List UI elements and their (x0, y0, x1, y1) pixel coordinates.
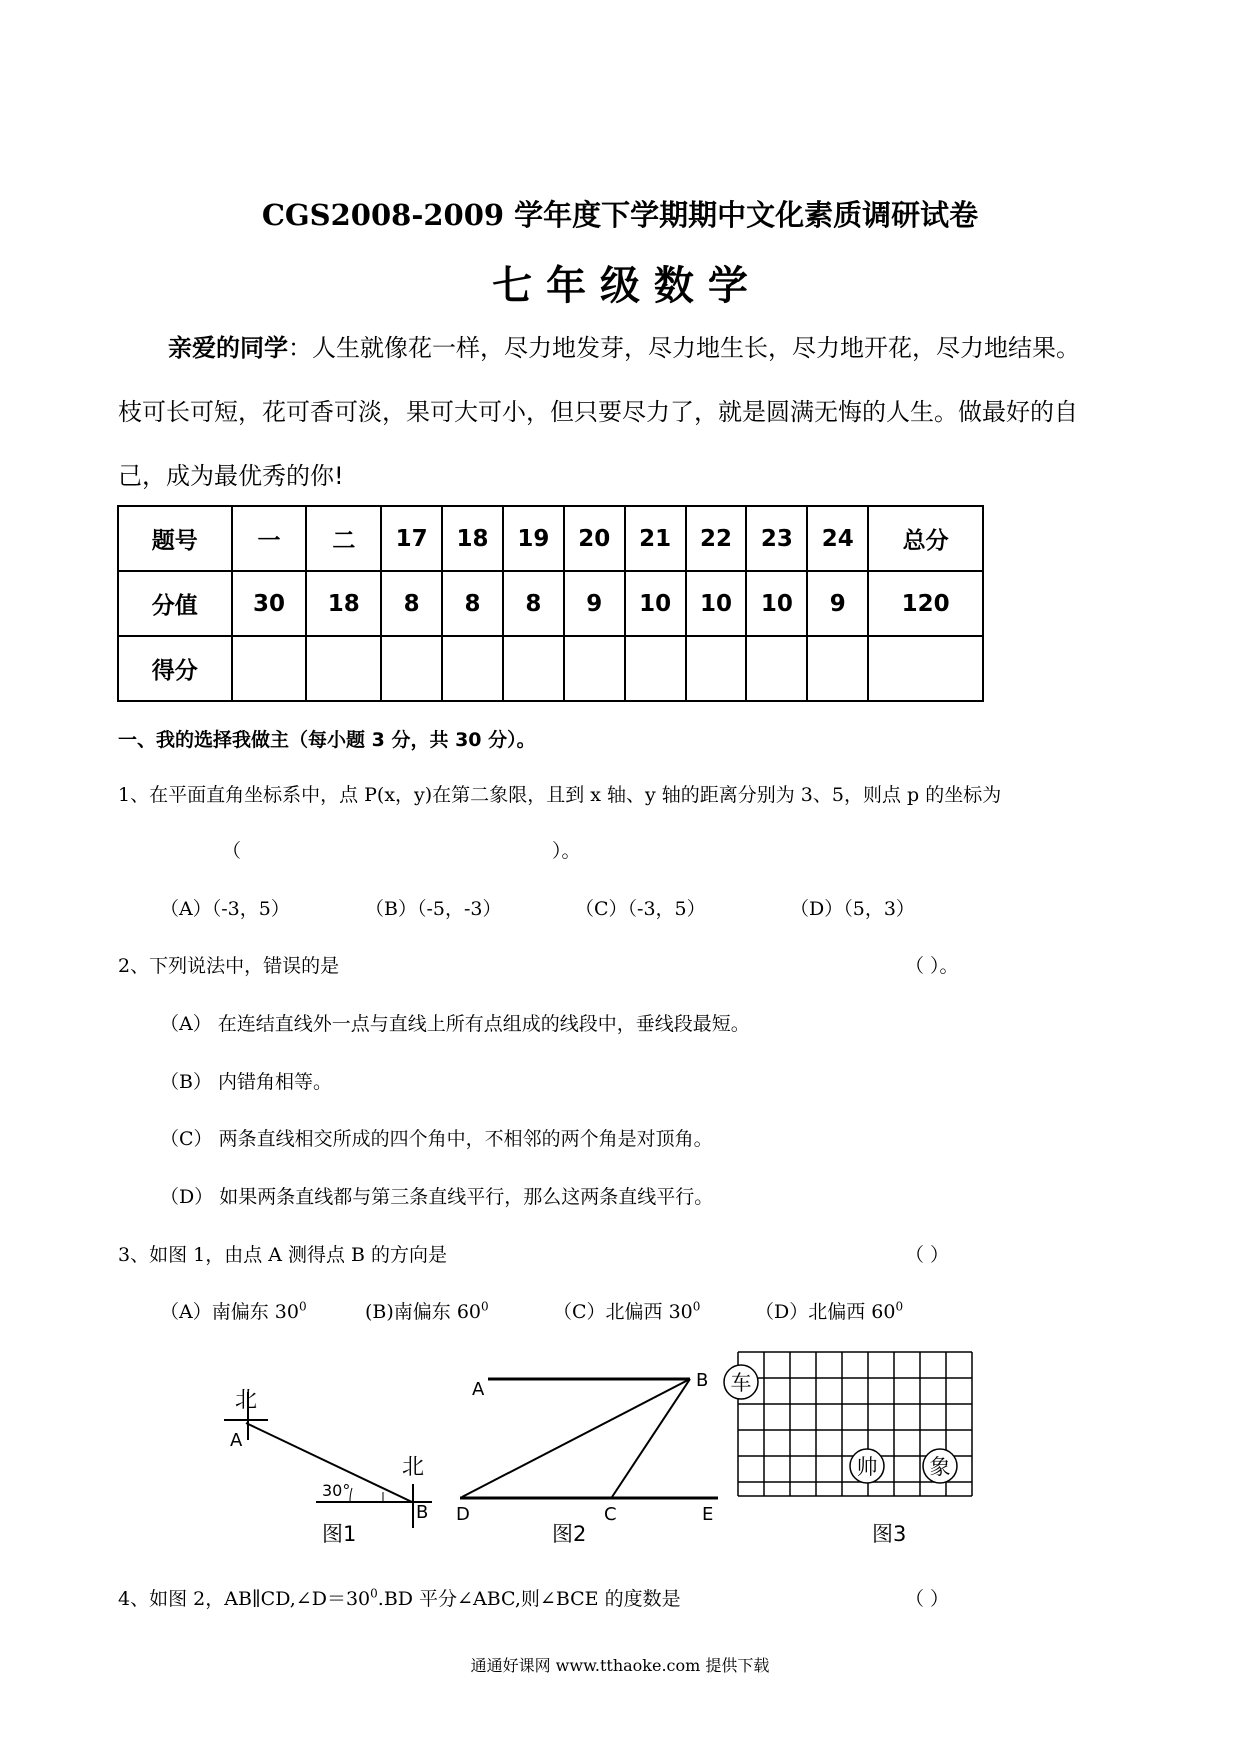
figure-2 (456, 1370, 718, 1546)
degree-sup: 0 (298, 1299, 307, 1314)
score-input-cell[interactable] (868, 636, 983, 701)
score-input-cell[interactable] (564, 636, 625, 701)
table-cell: 8 (503, 571, 564, 636)
score-table-score-row (118, 636, 983, 701)
figure-1 (224, 1388, 432, 1546)
q3-option-a-text: （A）南偏东 30 (160, 1301, 299, 1323)
table-cell: 8 (442, 571, 503, 636)
table-cell: 10 (746, 571, 807, 636)
fig2-label-c: C (604, 1504, 617, 1525)
q4-stem-rest: .BD 平分∠ABC,则∠BCE 的度数是 (377, 1588, 681, 1610)
fig2-label-b: B (696, 1370, 709, 1391)
fig1-point-b: B (416, 1502, 429, 1523)
q1-blank-close: ）。 (552, 840, 581, 862)
q3-stem: 3、如图 1，由点 A 测得点 B 的方向是 (118, 1244, 448, 1266)
q2-blank: （ ）。 (905, 955, 959, 977)
fig1-caption: 图1 (322, 1522, 357, 1546)
fig2-caption: 图2 (552, 1522, 587, 1546)
score-input-cell[interactable] (381, 636, 442, 701)
page-footer: 通通好课网 www.tthaoke.com 提供下载 (470, 1656, 770, 1675)
q3-option-d[interactable] (755, 1297, 903, 1324)
degree-sup: 0 (895, 1299, 904, 1314)
figures-area (0, 1340, 1240, 1560)
q3-option-c[interactable] (553, 1297, 700, 1324)
q2-option-b[interactable]: （B） 内错角相等。 (160, 1071, 333, 1093)
intro-line-2: 枝可长可短，花可香可淡，果可大可小，但只要尽力了，就是圆满无悔的人生。做最好的自 (118, 398, 1078, 426)
intro-line-1 (168, 328, 1080, 363)
q1-option-d[interactable]: （D）（5，3） (790, 898, 915, 920)
q2-option-c[interactable]: （C） 两条直线相交所成的四个角中，不相邻的两个角是对顶角。 (160, 1128, 713, 1150)
score-input-cell[interactable] (807, 636, 868, 701)
table-cell: 23 (746, 506, 807, 571)
q3-option-b-text: (B)南偏东 60 (365, 1301, 482, 1323)
score-table-header-row (118, 506, 983, 571)
score-input-cell[interactable] (746, 636, 807, 701)
table-cell: 10 (686, 571, 747, 636)
table-cell: 18 (306, 571, 381, 636)
table-cell: 24 (807, 506, 868, 571)
q3-blank: （ ） (905, 1244, 950, 1266)
fig1-point-a: A (230, 1430, 243, 1451)
q4-stem-text: 4、如图 2，AB∥CD,∠D＝30 (118, 1588, 371, 1610)
q1-stem: 1、在平面直角坐标系中，点 P(x，y)在第二象限，且到 x 轴、y 轴的距离分别为 3、5，则点 p 的坐标为 (118, 784, 1002, 806)
fig2-label-d: D (456, 1504, 470, 1525)
q2-stem: 2、下列说法中，错误的是 (118, 955, 340, 977)
q3-option-d-text: （D）北偏西 60 (755, 1301, 896, 1323)
table-cell: 120 (868, 571, 983, 636)
table-cell: 30 (232, 571, 307, 636)
table-cell: 9 (807, 571, 868, 636)
score-input-cell[interactable] (306, 636, 381, 701)
fig2-label-e: E (702, 1504, 714, 1525)
degree-sup: 0 (692, 1299, 701, 1314)
q1-blank-open: （ (222, 840, 242, 862)
q4-stem (118, 1584, 681, 1611)
degree-sup: 0 (370, 1586, 378, 1601)
score-input-cell[interactable] (686, 636, 747, 701)
subject-title: 七 年 级 数 学 (492, 263, 748, 309)
table-cell: 得分 (118, 636, 232, 701)
fig1-angle-label: 30° (322, 1481, 351, 1500)
q1-option-b[interactable]: （B）（-5，-3） (365, 898, 502, 920)
fig1-north2-label: 北 (402, 1455, 425, 1480)
table-cell: 20 (564, 506, 625, 571)
fig3-caption: 图3 (872, 1522, 907, 1546)
q3-option-c-text: （C）北偏西 30 (553, 1301, 693, 1323)
intro-line-3: 己，成为最优秀的你! (118, 462, 344, 490)
fig1-north-label: 北 (235, 1388, 258, 1413)
piece-che: 车 (730, 1371, 752, 1395)
table-cell: 17 (381, 506, 442, 571)
table-cell: 分值 (118, 571, 232, 636)
table-cell: 总分 (868, 506, 983, 571)
intro-greeting: 亲爱的同学 (168, 334, 288, 362)
score-table-values-row (118, 571, 983, 636)
table-cell: 19 (503, 506, 564, 571)
table-cell: 题号 (118, 506, 232, 571)
q2-option-d[interactable]: （D） 如果两条直线都与第三条直线平行，那么这两条直线平行。 (160, 1186, 714, 1208)
table-cell: 一 (232, 506, 307, 571)
score-table (117, 505, 984, 702)
figure-3 (724, 1352, 972, 1546)
table-cell: 10 (625, 571, 686, 636)
score-input-cell[interactable] (625, 636, 686, 701)
degree-sup: 0 (481, 1299, 489, 1314)
q1-option-a[interactable]: （A）（-3，5） (160, 898, 290, 920)
table-cell: 二 (306, 506, 381, 571)
q2-option-a[interactable]: （A） 在连结直线外一点与直线上所有点组成的线段中，垂线段最短。 (160, 1013, 750, 1035)
table-cell: 22 (686, 506, 747, 571)
fig2-label-a: A (472, 1379, 485, 1400)
table-cell: 18 (442, 506, 503, 571)
table-cell: 21 (625, 506, 686, 571)
q1-option-c[interactable]: （C）（-3，5） (575, 898, 706, 920)
score-input-cell[interactable] (503, 636, 564, 701)
table-cell: 9 (564, 571, 625, 636)
table-cell: 8 (381, 571, 442, 636)
intro-line-1-text: ：人生就像花一样，尽力地发芽，尽力地生长，尽力地开花，尽力地结果。 (288, 334, 1080, 362)
piece-shuai: 帅 (856, 1455, 878, 1479)
exam-title: CGS2008-2009 学年度下学期期中文化素质调研试卷 (261, 198, 979, 232)
q3-option-b[interactable] (365, 1297, 489, 1324)
score-input-cell[interactable] (442, 636, 503, 701)
score-input-cell[interactable] (232, 636, 307, 701)
piece-xiang: 象 (929, 1455, 951, 1479)
q3-option-a[interactable] (160, 1297, 307, 1324)
q4-blank: （ ） (905, 1588, 950, 1610)
section-heading: 一、我的选择我做主（每小题 3 分，共 30 分）。 (118, 729, 536, 751)
